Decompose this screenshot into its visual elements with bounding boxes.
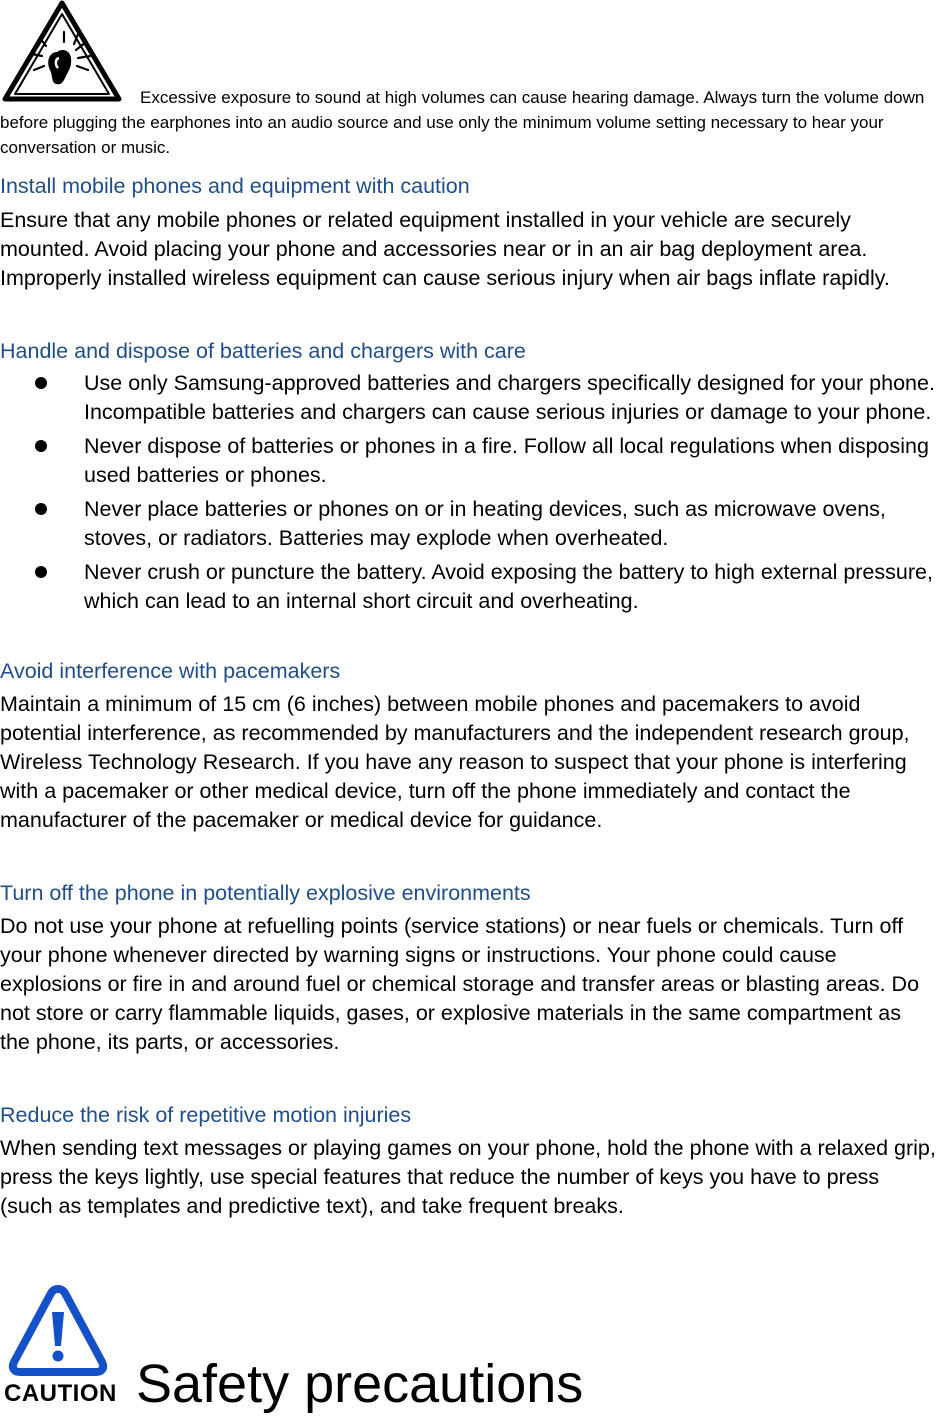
bullet-icon [35,503,47,515]
caution-label: CAUTION [4,1380,117,1407]
bullet-text: Never place batteries or phones on or in heating devices, such as microwave ovens, stoves, or radiators. Batteries may explode when overheated. [84,497,886,550]
section-heading-install: Install mobile phones and equipment with caution [0,174,470,198]
list-item [0,495,938,553]
list-item [0,558,938,616]
bullet-text: Never crush or puncture the battery. Avoid exposing the battery to high external pressure, which can lead to an internal short circuit and overheating. [84,560,933,613]
bullet-icon [35,377,47,389]
bullet-text: Never dispose of batteries or phones in a fire. Follow all local regulations when disposing used batteries or phones. [84,434,929,487]
bullet-text: Use only Samsung-approved batteries and chargers specifically designed for your phone. Incompatible batteries and chargers can cause serious injuries or damage to your phone. [84,371,935,424]
section-body-repetitive: When sending text messages or playing games on your phone, hold the phone with a relaxed grip, press the keys lightly, use special features that reduce the number of keys you have to press (such as templates and predictive text), and take frequent breaks. [0,1136,936,1218]
hearing-warning-text: Excessive exposure to sound at high volumes can cause hearing damage. Always turn the volume down before plugging the earphones into an audio source and use only the minimum volume setting necessary to hear your conversation or music. [0,88,925,157]
bullet-icon [35,440,47,452]
list-item [0,432,938,490]
list-item [0,369,938,427]
battery-bullet-list [0,369,938,621]
caution-warning-icon [8,1284,108,1376]
bullet-icon [35,566,47,578]
section-body-pacemakers: Maintain a minimum of 15 cm (6 inches) between mobile phones and pacemakers to avoid potential interference, as recommended by manufacturers and the independent research group, Wireless Technology Research. If you have any reason to suspect that your phone is interfering with a pacemaker or other medical device, turn off the phone immediately and contact the manufacturer of the pacemaker or medical device for guidance. [0,692,910,832]
section-body-explosive: Do not use your phone at refuelling points (service stations) or near fuels or chemicals. Turn off your phone whenever directed by warning signs or instructions. Your phone could cause explosions or fire in and around fuel or chemical storage and transfer areas or blasting areas. Do not store or carry flammable liquids, gases, or explosive materials in the same compartment as the phone, its parts, or accessories. [0,914,920,1054]
section-heading-explosive: Turn off the phone in potentially explosive environments [0,881,531,905]
section-heading-repetitive: Reduce the risk of repetitive motion injuries [0,1103,412,1127]
page-title: Safety precautions [136,1354,584,1414]
caution-title-block [0,1282,938,1420]
section-heading-batteries: Handle and dispose of batteries and chargers with care [0,339,526,363]
section-body-install: Ensure that any mobile phones or related equipment installed in your vehicle are securely mounted. Avoid placing your phone and accessories near or in an air bag deployment area. Improperly installed wireless equipment can cause serious injury when air bags inflate rapidly. [0,208,890,290]
section-heading-pacemakers: Avoid interference with pacemakers [0,659,341,683]
